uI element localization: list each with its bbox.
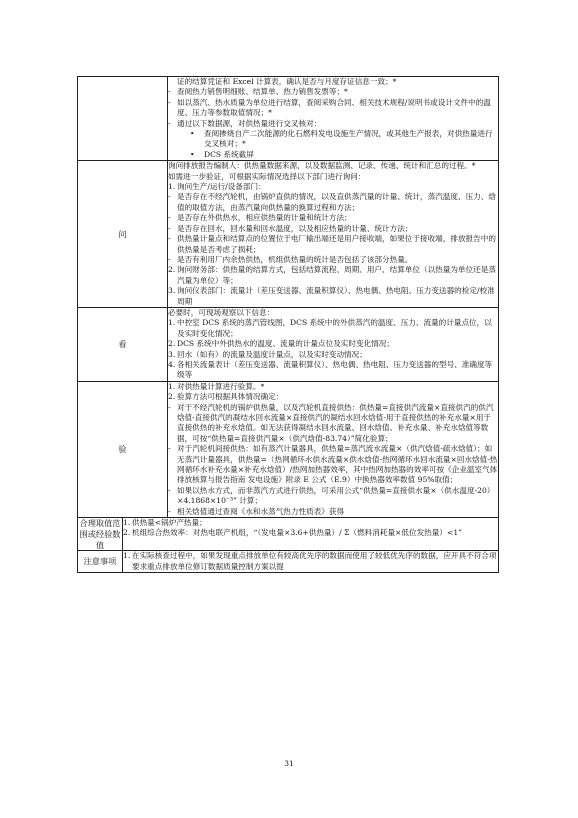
row-ranges (78, 518, 499, 551)
notes-line: 1. 在实际核查过程中，如果发现重点排放单位有较高优先序的数据而使用了较低优先序的数据，应开具不符合项要求重点排放单位修订数据质量控制方案以提 (123, 551, 497, 571)
wen-line: - 是否存在外供热水，相应供热量的计量和统计方法； (168, 213, 352, 223)
wen-line: - 是否存在不经汽轮机，由锅炉直供的情况，以及直供蒸汽量的计量、统计，蒸汽温度、压力、焓值的取值方法，由蒸汽量向供热量的换算过程和方法； (168, 192, 496, 212)
cont-line: - 如以蒸汽、热水质量为单位进行结算，查阅采购合同、相关技术规程/说明书或设计文件中的温度、压力等参数取值情况；* (168, 97, 491, 118)
wen-line: - 供热量计量点和结算点的位置位于电厂输出端还是用户接收端，如果位于接收端，排放报告中的供热量是否考虑了损耗； (168, 234, 496, 254)
verification-table (77, 76, 499, 573)
yan-line: - 如果以热水方式，而非蒸汽方式进行供热，可采用公式“供热量=直接供水量×（供水温度-20）×4.1868×10⁻³” 计算； (168, 485, 495, 506)
cell-kan (168, 307, 499, 381)
wen-line: 3. 询问仪表部门：流量计（差压变送器、流量积算仪）、热电偶、热电阻、压力变送器的检定/校准周期 (168, 286, 495, 306)
ranges-line: 2. 机组综合热效率：对热电联产机组，“（发电量×3.6+供热量）/ Σ（燃料消耗量×低位发热量）<1” (123, 528, 463, 538)
cell-ranges (123, 518, 499, 551)
row-cont (78, 77, 499, 161)
label-yan: 验 (78, 381, 168, 517)
yan-line: 2. 验算方法可根据具体情况确定： (168, 392, 284, 402)
wen-line: 2. 询问财务部：供热量的结算方式，包括结算流程、周期、用户、结算单位（以热量为单位还是蒸汽量为单位）等； (168, 265, 496, 285)
wen-line: - 是否存在回水，回水量和回水温度，以及相应热量的计量、统计方法； (168, 223, 413, 233)
wen-line: 1. 询问生产/运行/设备部门： (168, 182, 266, 192)
row-notes (78, 551, 499, 573)
wen-line: 询问排放报告编制人：供热量数据来源，以及数据监测、记录、传递、统计和汇总的过程。* (168, 161, 476, 171)
kan-line: 1. 中控室 DCS 系统的蒸汽管线图，DCS 系统中的外供蒸汽的温度、压力、流量的计量点位，以及实时变化情况； (168, 318, 492, 338)
kan-line: 4. 各相关流量表计（差压变送器、流量积算仪）、热电偶、热电阻、压力变送器的型号、准确度等级等 (168, 359, 493, 380)
cell-yan (168, 381, 499, 517)
kan-line: 2. DCS 系统中外供热水的温度、流量的计量点位及实时变化情况； (168, 339, 394, 349)
row-yan (78, 381, 499, 517)
cell-wen (168, 161, 499, 308)
kan-line: 3. 回水（如有）的流量及温度计量点，以及实时变动情况； (168, 349, 367, 359)
label-ranges: 合理取值范围或经验数值 (78, 518, 123, 551)
cont-line: - 通过以下数据源，对供热量进行交叉核对： (168, 118, 322, 128)
cont-bullet: • 查阅掺烧自产二次能源的化石燃料发电设施生产情况，或其他生产报表，对供热量进行交叉核对；* (190, 129, 493, 149)
ranges-line: 1. 供热量<锅炉产热量； (123, 518, 207, 528)
yan-line: - 相关焓值通过查阅《水和水蒸气热力性质表》获得 (168, 506, 345, 516)
yan-line: - 对于不经汽轮机的锅炉供热量，以及汽轮机直接供热：供热量=直接供汽流量×直接供汽的供汽焓值-直接供汽的凝结水回水流量×直接供汽的凝结水回水焓值-用于直接供热的补充水量×用于直接供热的补充水焓值。如无法获得凝结水回水流量、回水焓值、补充水量、补充水焓值等数据，可按“供热量=直接供汽量×（供汽焓值-83.74）”简化验算； (168, 402, 494, 443)
yan-line: - 对于汽轮机间接供热：如有蒸汽计量器具，供热量=蒸汽流水流量×（供汽焓值-疏水焓值）；如无蒸汽计量器具，供热量=（热网循环水供水流量×供水焓值-热网循环水回水流量×回水焓值-热网循环水补充水量×补充水焓值）/热网加热器效率，其中热网加热器的效率可按《企业温室气体排放核算与报告指南 发电设施》附录 E 公式（E.9）中换热器效率数值 95%取值； (168, 444, 498, 485)
cont-line: 证的结算凭证和 Excel 计算表，确认是否与月度存证信息一致；* (177, 77, 397, 86)
kan-line: 必要时，可现场观察以下信息： (168, 307, 275, 317)
label-wen: 问 (78, 161, 168, 308)
label-cont (78, 77, 168, 161)
yan-line: 1. 对供热量计算进行验算。* (168, 381, 265, 391)
label-notes: 注意事项 (78, 551, 123, 573)
row-kan (78, 307, 499, 381)
wen-line: 如需进一步验证，可根据实际情况选择以下部门进行询问： (168, 171, 366, 181)
row-wen (78, 161, 499, 308)
label-kan: 看 (78, 307, 168, 381)
cont-bullet: • DCS 系统截屏 (190, 149, 254, 159)
cont-line: - 查阅热力销售明细账、结算单、热力销售发票等；* (168, 87, 348, 97)
cell-cont (168, 77, 499, 161)
cell-notes (123, 551, 499, 573)
wen-line: - 是否有利用厂内余热供热，机组供热量的统计是否包括了该部分热量。 (168, 254, 413, 264)
page-number: 31 (284, 759, 294, 768)
